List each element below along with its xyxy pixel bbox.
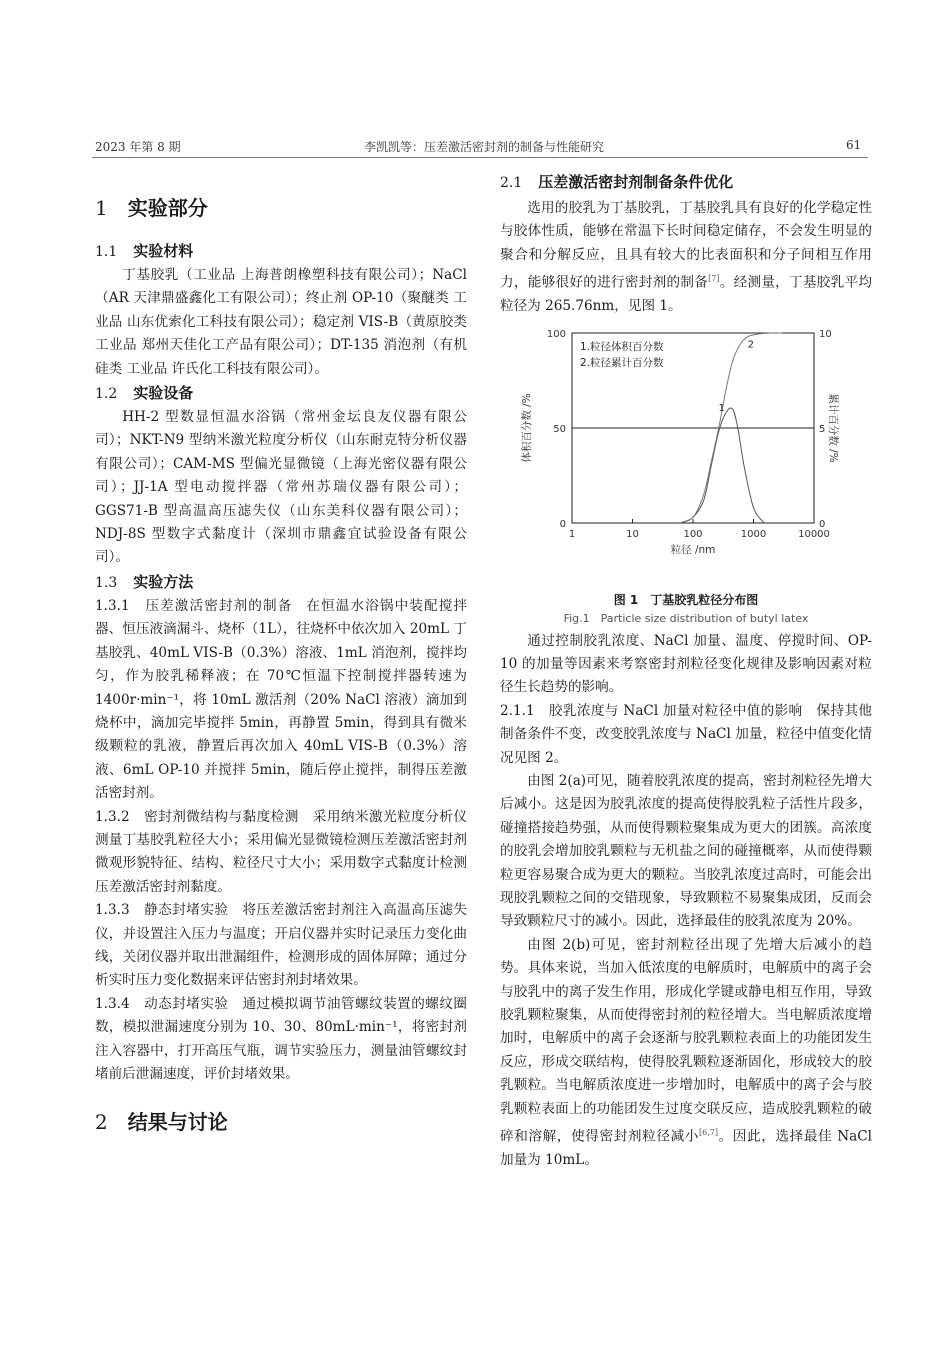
method-1-3-1-label: 1.3.1 压差激活密封剂的制备	[95, 597, 293, 614]
nacl-text-end: 。因此，选择最佳 NaCl 加量为 10mL。	[500, 1128, 872, 1169]
subsection-title: 压差激活密封剂制备条件优化	[538, 173, 734, 191]
y-tick-label: 100	[546, 328, 566, 340]
subsection-title: 实验设备	[133, 384, 194, 403]
y-axis-label: 体积百分数 /%	[521, 392, 533, 463]
figure-1	[500, 325, 872, 587]
series-2-label: 2	[747, 338, 755, 350]
subsection-number: 1.3	[95, 574, 118, 591]
y-tick-label: 0	[559, 518, 566, 530]
latex-paragraph	[500, 197, 872, 319]
section-2-heading	[95, 1106, 467, 1135]
subsection-title: 实验材料	[133, 242, 194, 260]
section-number: 2	[95, 1110, 108, 1135]
header-rule	[92, 157, 868, 158]
series-1-label: 1	[718, 402, 725, 414]
y2-tick-label: 0	[819, 518, 826, 530]
x-tick-label: 1	[568, 528, 576, 540]
section-number: 1	[95, 196, 108, 220]
method-1-3-4-text: 通过模拟调节油管螺纹装置的螺纹圈数，模拟泄漏速度分别为 10、30、80mL·min⁻¹，将密封剂注入容器中，打开高压气瓶，调节实验压力，测量油管螺纹封堵前后泄漏速度，评价封堵效果。	[95, 995, 467, 1082]
x-axis-label: 粒径 /nm	[670, 543, 716, 556]
left-column	[95, 170, 467, 1135]
citation-ref: [6,7]	[699, 1128, 718, 1138]
subsection-1-2-heading	[95, 381, 467, 406]
x-tick-label: 10	[626, 528, 639, 540]
latex-text-end: 。经测量，丁基胶乳平均粒径为 265.76nm，见图 1。	[500, 274, 873, 315]
x-tick-label: 1000	[740, 528, 767, 540]
subsection-number: 1.1	[95, 244, 118, 260]
subsection-1-3-heading	[95, 570, 467, 595]
citation-ref: [7]	[708, 274, 720, 284]
subsection-2-1-1-text: 保持其他制备条件不变，改变胶乳浓度与 NaCl 加量，粒径中值变化情况见图 2。	[500, 702, 873, 766]
nacl-paragraph	[500, 934, 872, 1173]
y2-tick-label: 5	[819, 423, 826, 435]
method-1-3-3-text: 将压差激活密封剂注入高温高压滤失仪，并设置注入压力与温度；开启仪器并实时记录压力变化曲线，关闭仪器并取出泄漏组件，检测形成的固体屏障；通过分析实时压力变化数据来评估密封剂封堵效果。	[95, 902, 467, 989]
subsection-1-1-heading	[95, 239, 467, 264]
subsection-title: 实验方法	[133, 572, 194, 591]
figure-1-caption-en: Fig.1 Particle size distribution of butyl latex	[563, 611, 809, 625]
header-page-number: 61	[846, 138, 862, 152]
y2-axis-label: 累计百分数 /%	[827, 392, 839, 463]
series-1-volume-line	[680, 408, 765, 523]
header-issue: 2023 年第 8 期	[95, 140, 181, 154]
method-1-3-3-label: 1.3.3 静态封堵实验	[95, 902, 229, 919]
subsection-2-1-1-label: 2.1.1 胶乳浓度与 NaCl 加量对粒径中值的影响	[500, 702, 803, 719]
latex-text: 选用的胶乳为丁基胶乳，丁基胶乳具有良好的化学稳定性与胶体性质，能够在常温下长时间稳定储存，不会发生明显的聚合和分解反应，且具有较大的比表面积和分子间相互作用力，能够很好的进行密封剂的制备	[500, 200, 872, 291]
method-1-3-1-text: 在恒温水浴锅中装配搅拌器、恒压液滴漏斗、烧杯（1L），往烧杯中依次加入 20mL 丁基胶乳、40mL VIS-B（0.3%）溶液、1mL 消泡剂，搅拌均匀，作为胶乳稀释液；在 70℃恒温下控制搅拌器转速为 1400r·min⁻¹，将 10mL 激活剂（20% NaCl 溶液）滴加到烧杯中，滴加完毕搅拌 5min，再静置 5min，得到具有微米级颗粒的乳液，静置后再次加入 40mL VIS-B（0.3%）溶液、6mL OP-10 并搅拌 5min，随后停止搅拌，制得压差激活密封剂。	[95, 597, 468, 802]
particle-size-chart	[500, 325, 872, 587]
y2-tick-label: 10	[819, 328, 832, 340]
header-title: 李凯凯等：压差激活密封剂的制备与性能研究	[364, 140, 605, 154]
subsection-number: 1.2	[95, 386, 118, 403]
right-column	[500, 170, 872, 1172]
section-title: 实验部分	[127, 196, 208, 220]
x-tick-label: 100	[683, 528, 703, 540]
legend-entry: 2.粒径累计百分数	[580, 356, 664, 369]
subsection-number: 2.1	[500, 175, 523, 191]
factors-paragraph: 通过控制胶乳浓度、NaCl 加量、温度、停搅时间、OP-10 的加量等因素来考察密封剂粒径变化规律及影响因素对粒径生长趋势的影响。	[500, 632, 872, 696]
method-1-3-1-paragraph	[95, 595, 467, 806]
method-1-3-2-text: 采用纳米激光粒度分析仪测量丁基胶乳粒径大小；采用偏光显微镜检测压差激活密封剂微观形貌特征、结构、粒径尺寸大小；采用数字式黏度计检测压差激活密封剂黏度。	[95, 808, 468, 895]
figure-1-caption: 图 1 丁基胶乳粒径分布图	[613, 592, 759, 607]
method-1-3-4-paragraph	[95, 993, 467, 1087]
x-tick-label: 10000	[798, 528, 830, 540]
section-title: 结果与讨论	[127, 1110, 228, 1135]
nacl-text: 由图 2(b)可见，密封剂粒径出现了先增大后减小的趋势。具体来说，当加入低浓度的电解质时，电解质中的离子会与胶乳中的离子发生作用，形成化学键或静电相互作用，导致胶乳颗粒聚集，从而使得密封剂的粒径增大。当电解质浓度增加时，电解质中的离子会逐渐与胶乳颗粒表面上的功能团发生反应，形成交联结构，使得胶乳颗粒逐渐固化，形成较大的胶乳颗粒。当电解质浓度进一步增加时，电解质中的离子会与胶乳颗粒表面上的功能团发生过度交联反应，造成胶乳颗粒的破碎和溶解，使得密封剂粒径减小	[500, 936, 872, 1145]
subsection-2-1-1-paragraph	[500, 700, 872, 770]
subsection-2-1-heading	[500, 170, 872, 195]
method-1-3-2-paragraph	[95, 806, 467, 900]
section-1-heading	[95, 192, 467, 221]
method-1-3-3-paragraph	[95, 899, 467, 993]
materials-paragraph: 丁基胶乳（工业品 上海普朗橡塑科技有限公司）；NaCl（AR 天津鼎盛鑫化工有限公司）；终止剂 OP-10（聚醚类 工业品 山东优索化工科技有限公司）；稳定剂 VIS-B（黄原胶类 工业品 郑州天佳化工产品有限公司）；DT-135 消泡剂（有机硅类 工业品 许氏化工科技有限公司）。	[95, 267, 467, 377]
latex-concentration-paragraph: 由图 2(a)可见，随着胶乳浓度的提高，密封剂粒径先增大后减小。这是因为胶乳浓度的提高使得胶乳粒子活性片段多，碰撞搭接趋势强，从而使得颗粒聚集成为更大的团簇。高浓度的胶乳会增加胶乳颗粒与无机盐之间的碰撞概率，从而使得颗粒更容易聚合成为更大的颗粒。当胶乳浓度过高时，可能会出现胶乳颗粒之间的交错现象，导致颗粒不易聚集成团，反而会导致颗粒尺寸的减小。因此，选择最佳的胶乳浓度为 20%。	[500, 773, 872, 930]
equipment-paragraph: HH-2 型数显恒温水浴锅（常州金坛良友仪器有限公司）；NKT-N9 型纳米激光粒度分析仪（山东耐克特分析仪器有限公司）；CAM-MS 型偏光显微镜（上海光密仪器有限公司）；JJ-1A 型电动搅拌器（常州苏瑞仪器有限公司）；GGS71-B 型高温高压滤失仪（山东美科仪器有限公司）；NDJ-8S 型数字式黏度计（深圳市鼎鑫宜试验设备有限公司）。	[95, 409, 467, 566]
chart-axes	[520, 329, 840, 556]
method-1-3-4-label: 1.3.4 动态封堵实验	[95, 995, 229, 1012]
legend-entry: 1.粒径体积百分数	[580, 340, 664, 353]
y-tick-label: 50	[553, 423, 566, 435]
method-1-3-2-label: 1.3.2 密封剂微结构与黏度检测	[95, 808, 299, 825]
